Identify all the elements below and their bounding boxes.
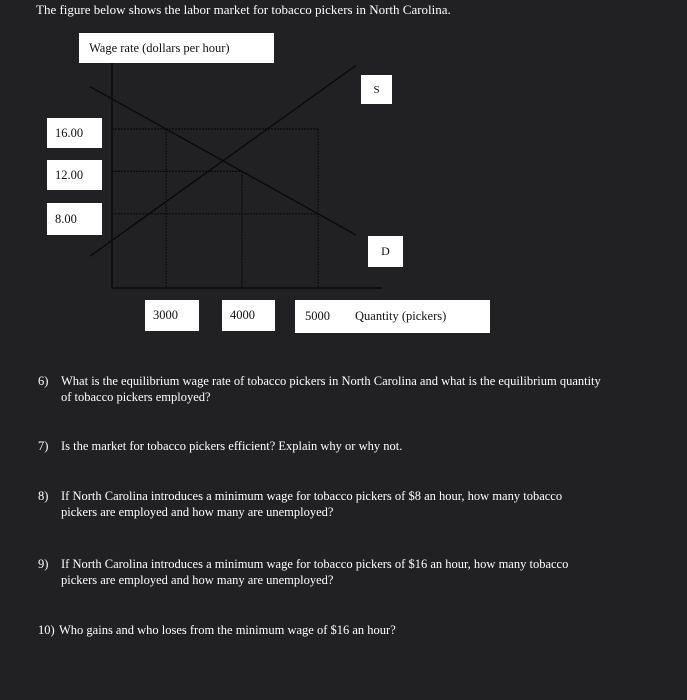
question-number: 9) — [38, 557, 49, 571]
y-axis-label-text: Wage rate (dollars per hour) — [89, 40, 230, 55]
question-text: Is the market for tobacco pickers efficient? Explain why or why not. — [61, 439, 403, 453]
demand-curve — [90, 87, 356, 235]
y-tick-8 — [47, 203, 102, 235]
question-number: 7) — [38, 439, 49, 453]
question-number: 10) — [38, 623, 55, 637]
intro-text: The figure below shows the labor market for tobacco pickers in North Carolina. — [36, 2, 451, 17]
y-tick-12 — [47, 160, 102, 190]
question-text: If North Carolina introduces a minimum wage for tobacco pickers of $16 an hour, how many tobacco pickers are employed and how many are unemployed? — [61, 557, 569, 587]
x-tick-4000 — [222, 300, 275, 331]
question-number: 6) — [38, 374, 49, 388]
y-tick-label: 12.00 — [55, 167, 84, 182]
demand-label-box — [368, 236, 403, 267]
y-tick-label: 16.00 — [55, 125, 84, 140]
x-tick-5000-and-axis-label — [295, 300, 490, 333]
x-tick-label: 3000 — [153, 308, 178, 322]
y-tick-label: 8.00 — [55, 211, 77, 226]
supply-label: S — [373, 83, 380, 96]
y-axis-label — [79, 33, 274, 63]
x-axis-label: Quantity (pickers) — [355, 309, 447, 323]
demand-label: D — [381, 244, 390, 258]
y-tick-16 — [47, 118, 102, 148]
supply-label-box — [361, 75, 392, 104]
x-tick-label: 5000 — [305, 309, 330, 323]
chart-curves — [90, 65, 356, 256]
question-number: 8) — [38, 489, 49, 503]
x-tick-label: 4000 — [230, 308, 255, 322]
x-tick-3000 — [145, 300, 199, 331]
question-text: Who gains and who loses from the minimum wage of $16 an hour? — [59, 623, 396, 637]
question-text: What is the equilibrium wage rate of tobacco pickers in North Carolina and what is the equilibrium quantity of tobacco pickers employed? — [61, 374, 601, 404]
question-text: If North Carolina introduces a minimum wage for tobacco pickers of $8 an hour, how many tobacco pickers are employed and how many are unemployed? — [61, 489, 563, 519]
guide-lines — [112, 129, 318, 288]
